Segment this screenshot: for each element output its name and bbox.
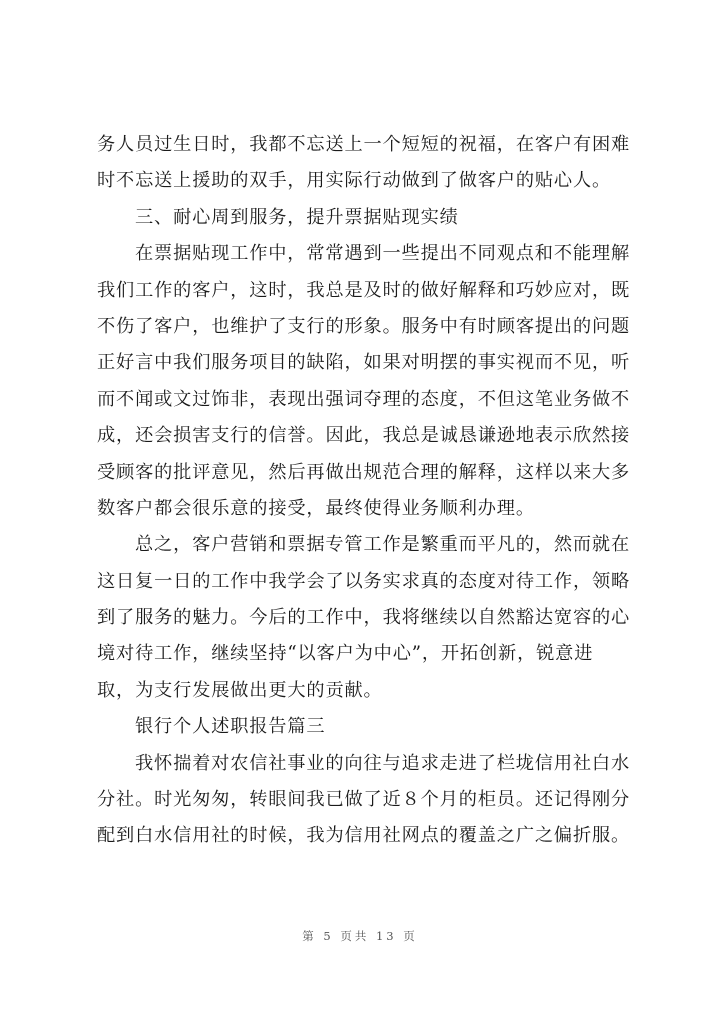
text-line: 分社。时光匆匆，转眼间我已做了近８个月的柜员。还记得刚分 [97, 789, 631, 811]
text-line: 成，还会损害支行的信誉。因此，我总是诚恳谦逊地表示欣然接 [97, 425, 631, 447]
text-line: 不伤了客户，也维护了支行的形象。服务中有时顾客提出的问题 [97, 315, 631, 337]
text-line: 配到白水信用社的时候，我为信用社网点的覆盖之广之偏折服。 [97, 825, 631, 847]
section-heading: 银行个人述职报告篇三 [135, 716, 326, 738]
text-line: 我怀揣着对农信社事业的向往与追求走进了栏垅信用社白水 [135, 752, 630, 774]
text-line: 务人员过生日时，我都不忘送上一个短短的祝福，在客户有困难 [97, 134, 631, 155]
text-line: 数客户都会很乐意的接受，最终使得业务顺利办理。 [97, 497, 535, 519]
document-body [97, 127, 637, 855]
section-heading: 三、耐心周到服务，提升票据贴现实绩 [135, 206, 459, 228]
text-line: 受顾客的批评意见，然后再做出规范合理的解释，这样以来大多 [97, 461, 631, 483]
text-line: 境对待工作，继续坚持“以客户为中心”，开拓创新，锐意进 [97, 643, 594, 665]
text-line: 我们工作的客户，这时，我总是及时的做好解释和巧妙应对，既 [97, 279, 631, 301]
text-line: 时不忘送上援助的双手，用实际行动做到了做客户的贴心人。 [97, 170, 612, 192]
text-line: 总之，客户营销和票据专管工作是繁重而平凡的，然而就在 [135, 534, 630, 556]
text-line: 取，为支行发展做出更大的贡献。 [97, 679, 383, 701]
text-line: 在票据贴现工作中，常常遇到一些提出不同观点和不能理解 [135, 243, 630, 265]
page-number-footer: 第 5 页共 13 页 [302, 929, 418, 943]
text-line: 这日复一日的工作中我学会了以务实求真的态度对待工作，领略 [97, 570, 631, 592]
text-line: 到了服务的魅力。今后的工作中，我将继续以自然豁达宽容的心 [97, 607, 631, 629]
text-line: 正好言中我们服务项目的缺陷，如果对明摆的事实视而不见，听 [97, 352, 631, 374]
text-line: 而不闻或文过饰非，表现出强词夺理的态度，不但这笔业务做不 [97, 388, 631, 410]
